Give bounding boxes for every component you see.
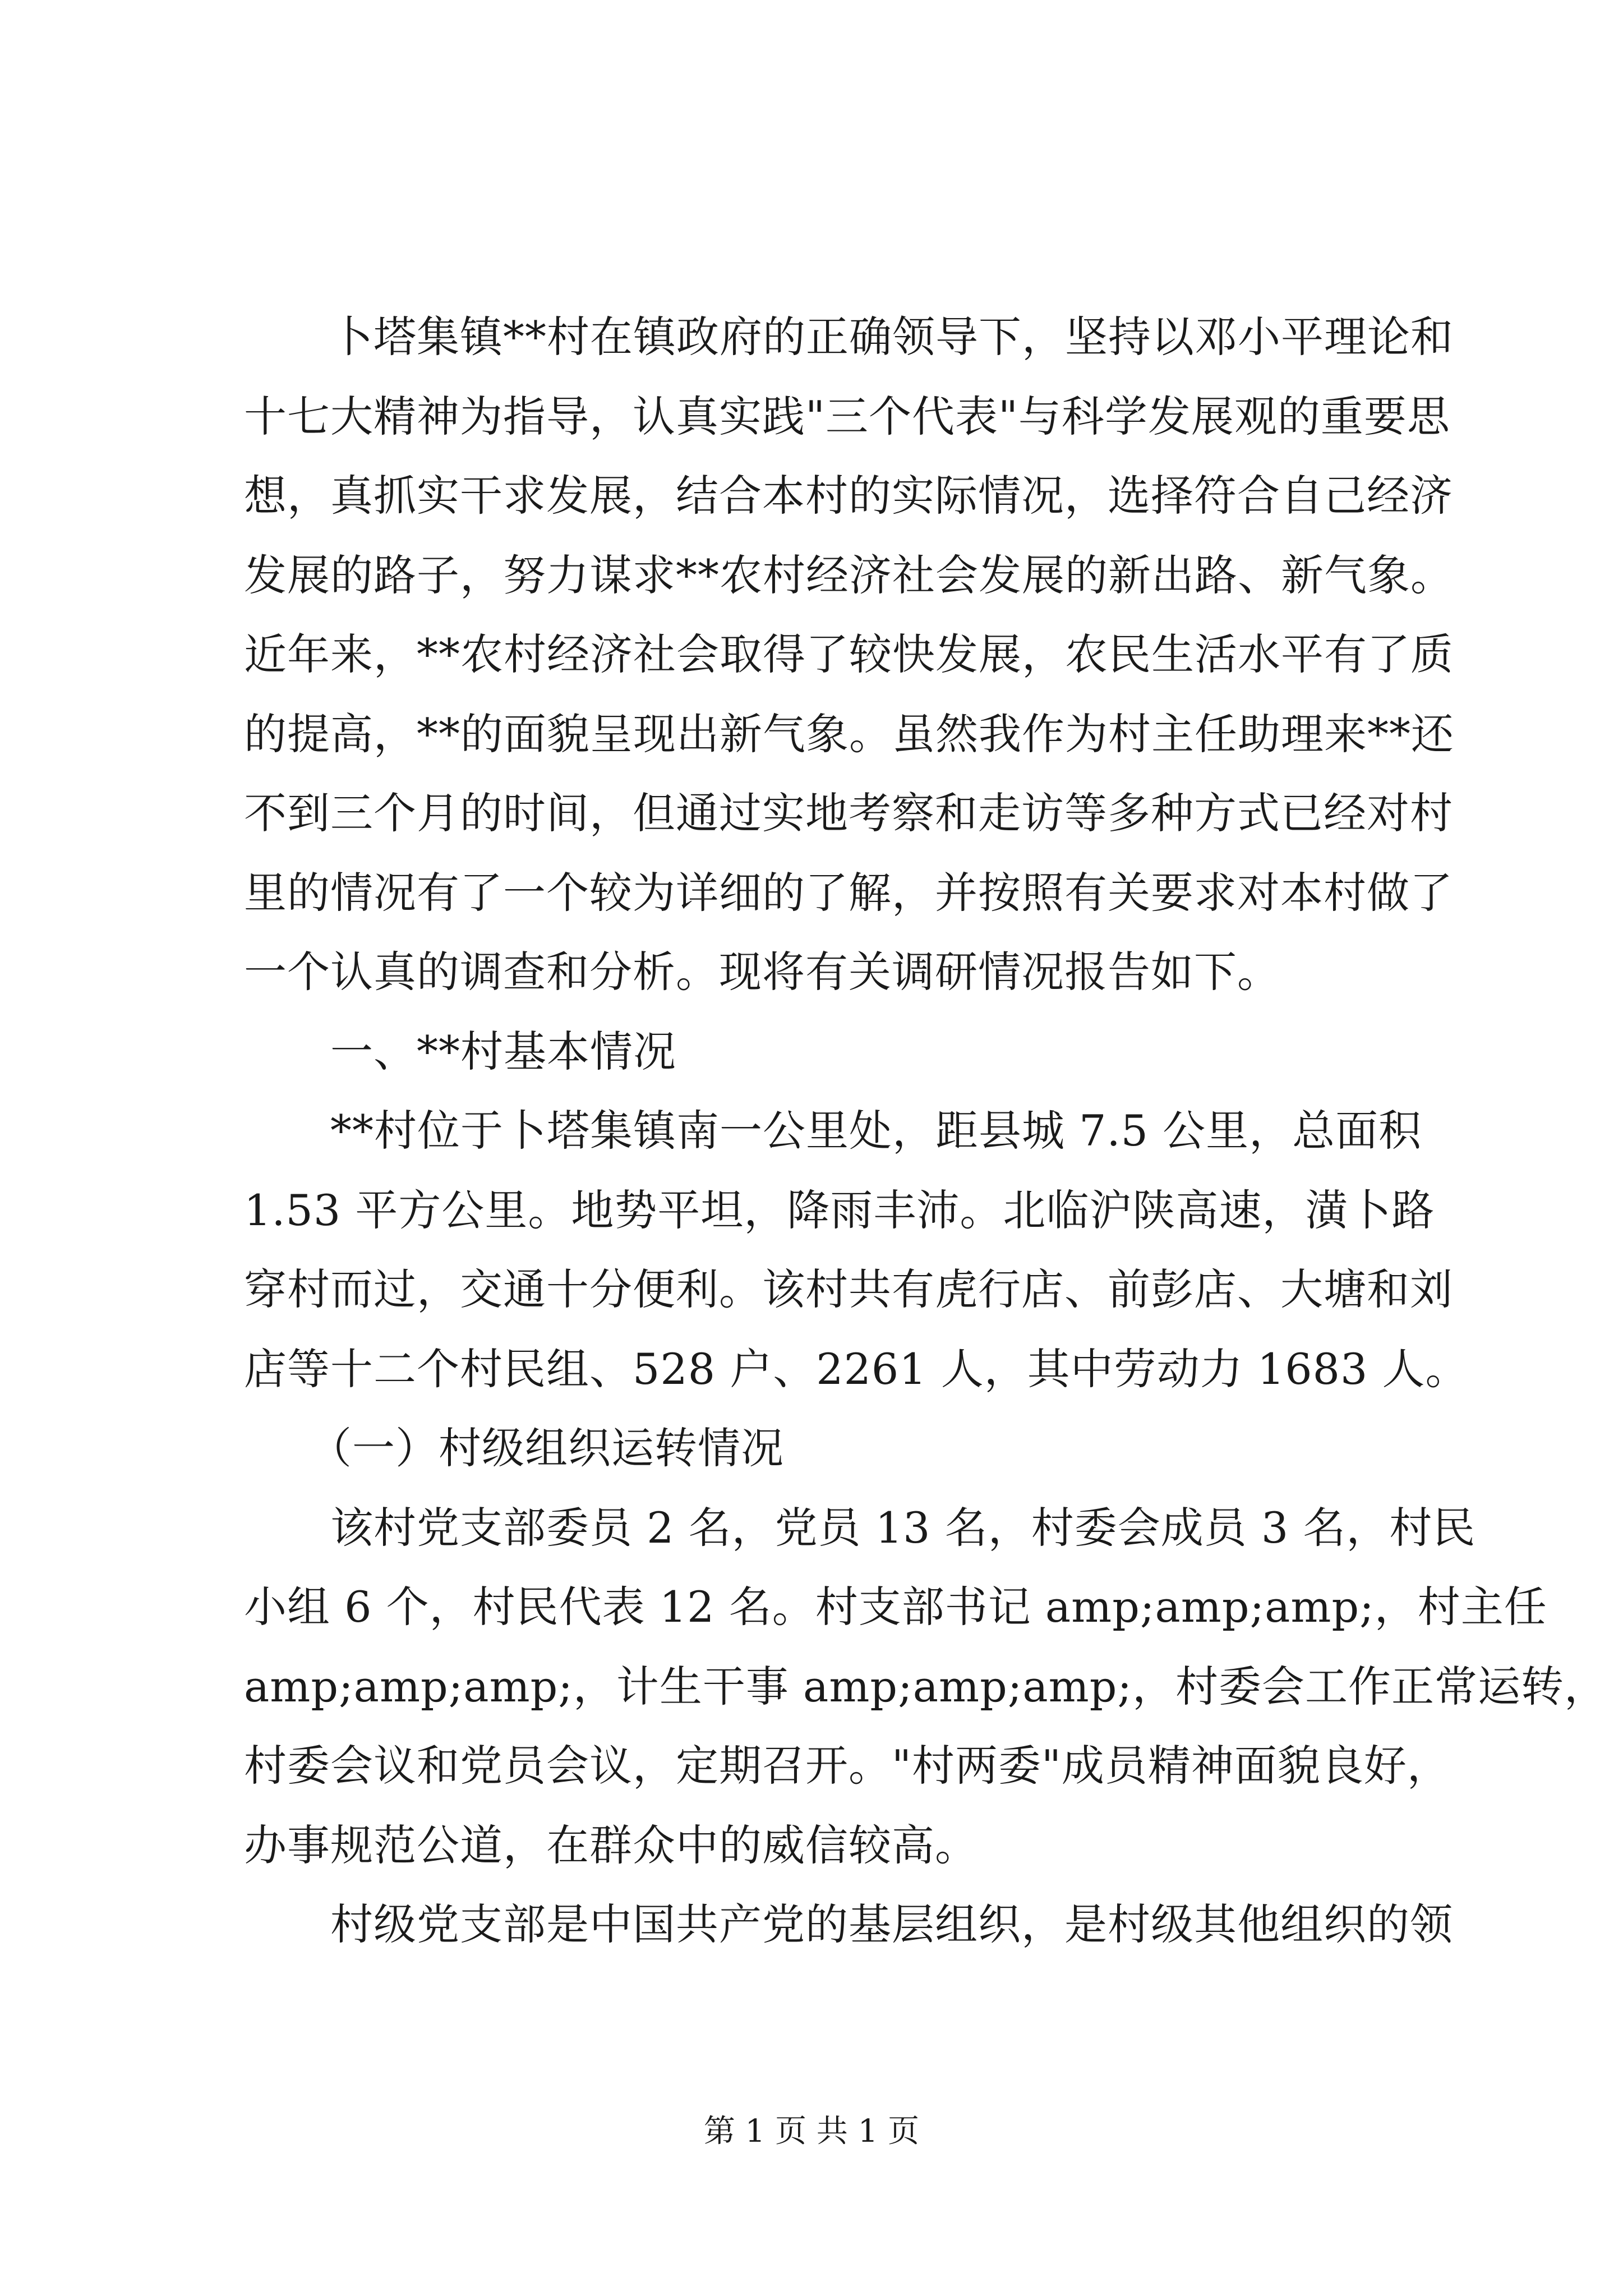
text-line: 卜塔集镇**村在镇政府的正确领导下，坚持以邓小平理论和 <box>244 312 1454 362</box>
text-line: 里的情况有了一个较为详细的了解，并按照有关要求对本村做了 <box>244 867 1453 918</box>
text-line: 想，真抓实干求发展，结合本村的实际情况，选择符合自己经济 <box>244 471 1453 521</box>
text-line: 近年来，**农村经济社会取得了较快发展，农民生活水平有了质 <box>244 629 1454 679</box>
section-heading: 一、**村基本情况 <box>244 1026 676 1076</box>
text-line: 穿村而过，交通十分便利。该村共有虎行店、前彭店、大塘和刘 <box>244 1264 1453 1314</box>
text-line: 村级党支部是中国共产党的基层组织，是村级其他组织的领 <box>244 1899 1453 1949</box>
text-line: **村位于卜塔集镇南一公里处，距县城 7.5 公里，总面积 <box>244 1106 1422 1156</box>
text-line: 一个认真的调查和分析。现将有关调研情况报告如下。 <box>244 947 1280 997</box>
text-line: 店等十二个村民组、528 户、2261 人，其中劳动力 1683 人。 <box>244 1343 1469 1394</box>
text-line: 该村党支部委员 2 名，党员 13 名，村委会成员 3 名，村民 <box>244 1502 1476 1553</box>
text-line: 办事规范公道，在群众中的威信较高。 <box>244 1820 978 1870</box>
text-line: amp;amp;amp;，计生干事 amp;amp;amp;，村委会工作正常运转， <box>244 1661 1607 1711</box>
page-footer: 第 1 页 共 1 页 <box>703 2113 920 2150</box>
text-line: 的提高，**的面貌呈现出新气象。虽然我作为村主任助理来**还 <box>244 708 1454 759</box>
text-line: 不到三个月的时间，但通过实地考察和走访等多种方式已经对村 <box>244 788 1453 838</box>
text-line: 十七大精神为指导，认真实践"三个代表"与科学发展观的重要思 <box>244 391 1450 441</box>
text-line: 小组 6 个，村民代表 12 名。村支部书记 amp;amp;amp;，村主任 <box>244 1582 1547 1632</box>
text-line: 村委会议和党员会议，定期召开。"村两委"成员精神面貌良好， <box>244 1741 1450 1791</box>
text-line: 发展的路子，努力谋求**农村经济社会发展的新出路、新气象。 <box>244 550 1454 600</box>
text-line: 1.53 平方公里。地势平坦，降雨丰沛。北临沪陕高速，潢卜路 <box>244 1185 1435 1235</box>
subsection-heading: （一）村级组织运转情况 <box>244 1423 784 1473</box>
document-body <box>244 297 1607 1964</box>
